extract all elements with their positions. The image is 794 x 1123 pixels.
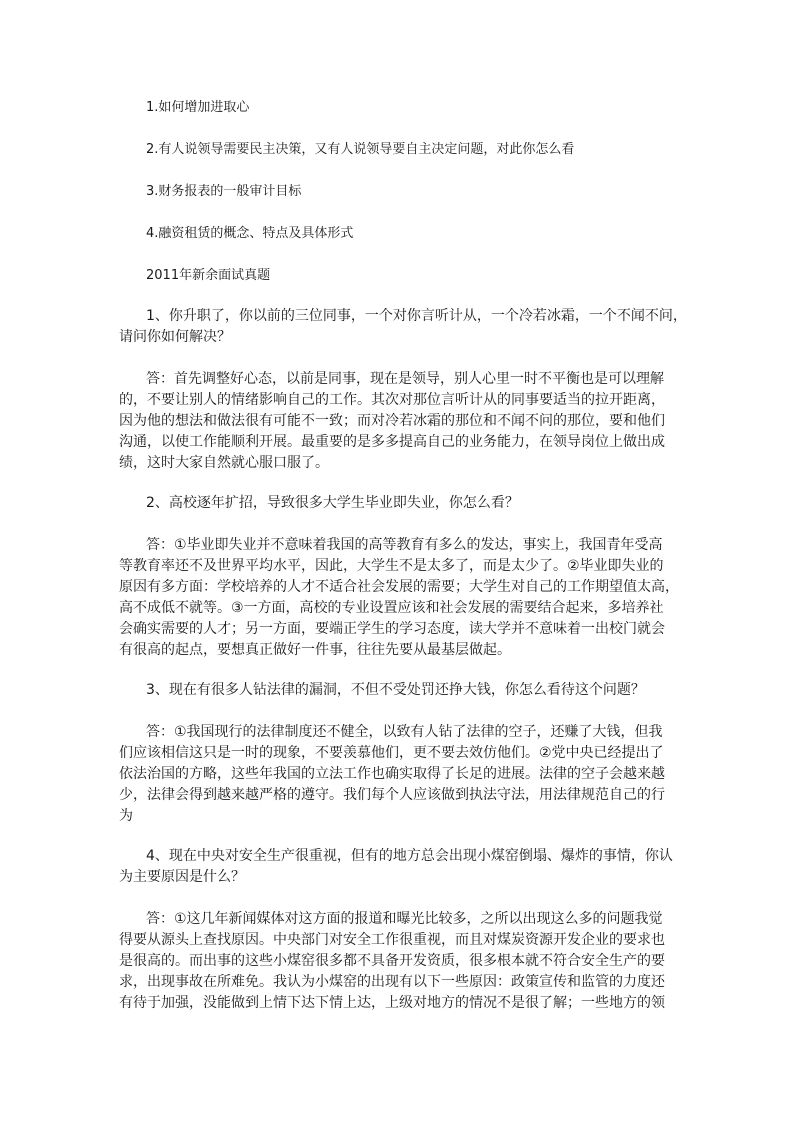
answer-1-line-3: 因为他的想法和做法很有可能不一致；而对冷若冰霜的那位和不闻不问的那位，要和他们 [119,413,665,429]
answer-1-line-1: 答：首先调整好心态，以前是同事，现在是领导，别人心里一时不平衡也是可以理解 [146,371,664,387]
answer-1-line-5: 绩，这时大家自然就心服口服了。 [119,455,329,471]
question-4-line-2: 为主要原因是什么？ [119,869,245,885]
question-1-line-1: 1、你升职了，你以前的三位同事，一个对你言听计从，一个冷若冰霜，一个不闻不问， [146,308,687,324]
answer-2-line-1: 答：①毕业即失业并不意味着我国的高等教育有多么的发达，事实上，我国青年受高 [146,537,663,553]
answer-2-line-4: 高不成低不就等。③一方面，高校的专业设置应该和社会发展的需要结合起来，多培养社 [119,600,664,616]
answer-4-line-2: 得要从源头上查找原因。中央部门对安全工作很重视，而且对煤炭资源开发企业的要求也 [119,932,665,948]
question-4-line-1: 4、现在中央对安全生产很重视，但有的地方总会出现小煤窑倒塌、爆炸的事情，你认 [146,848,673,864]
section-heading: 2011年新余面试真题 [146,268,271,283]
list-item-3: 3.财务报表的一般审计目标 [146,184,302,199]
answer-2-line-2: 等教育率还不及世界平均水平，因此，大学生不是太多了，而是太少了。②毕业即失业的 [119,558,664,574]
answer-4-line-5: 有待于加强，没能做到上情下达下情上达，上级对地方的情况不是很了解；一些地方的领 [119,995,665,1011]
answer-4-line-3: 是很高的。而出事的这些小煤窑很多都不具备开发资质，很多根本就不符合安全生产的要 [119,953,665,969]
answer-2-line-3: 原因有多方面：学校培养的人才不适合社会发展的需要；大学生对自己的工作期望值太高， [119,579,679,595]
answer-2-line-6: 有很高的起点，要想真正做好一件事，往往先要从最基层做起。 [119,642,511,658]
answer-3-line-5: 为 [119,808,133,824]
question-1-line-2: 请问你如何解决？ [119,329,231,345]
answer-1-line-4: 沟通，以使工作能顺利开展。最重要的是多多提高自己的业务能力，在领导岗位上做出成 [119,434,665,450]
answer-4-line-1: 答：①这几年新闻媒体对这方面的报道和曝光比较多，之所以出现这么多的问题我觉 [146,911,663,927]
list-item-2: 2.有人说领导需要民主决策，又有人说领导要自主决定问题，对此你怎么看 [146,142,575,157]
list-item-4: 4.融资租赁的概念、特点及具体形式 [146,226,354,241]
answer-4-line-4: 求，出现事故在所难免。我认为小煤窑的出现有以下一些原因：政策宣传和监管的力度还 [119,974,665,990]
answer-1-line-2: 的，不要让别人的情绪影响自己的工作。其次对那位言听计从的同事要适当的拉开距离， [119,392,665,408]
answer-3-line-2: 们应该相信这只是一时的现象，不要羡慕他们，更不要去效仿他们。②党中央已经提出了 [119,745,664,761]
answer-3-line-4: 少，法律会得到越来越严格的遵守。我们每个人应该做到执法守法，用法律规范自己的行 [119,787,665,803]
answer-3-line-3: 依法治国的方略，这些年我国的立法工作也确实取得了长足的进展。法律的空子会越来越 [119,766,665,782]
answer-3-line-1: 答：①我国现行的法律制度还不健全，以致有人钻了法律的空子，还赚了大钱，但我 [146,724,663,740]
question-3-line-1: 3、现在有很多人钻法律的漏洞，不但不受处罚还挣大钱，你怎么看待这个问题？ [146,682,645,698]
question-2-line-1: 2、高校逐年扩招，导致很多大学生毕业即失业，你怎么看？ [146,495,519,511]
answer-2-line-5: 会确实需要的人才；另一方面，要端正学生的学习态度，读大学并不意味着一出校门就会 [119,621,665,637]
list-item-1: 1.如何增加进取心 [146,100,250,115]
